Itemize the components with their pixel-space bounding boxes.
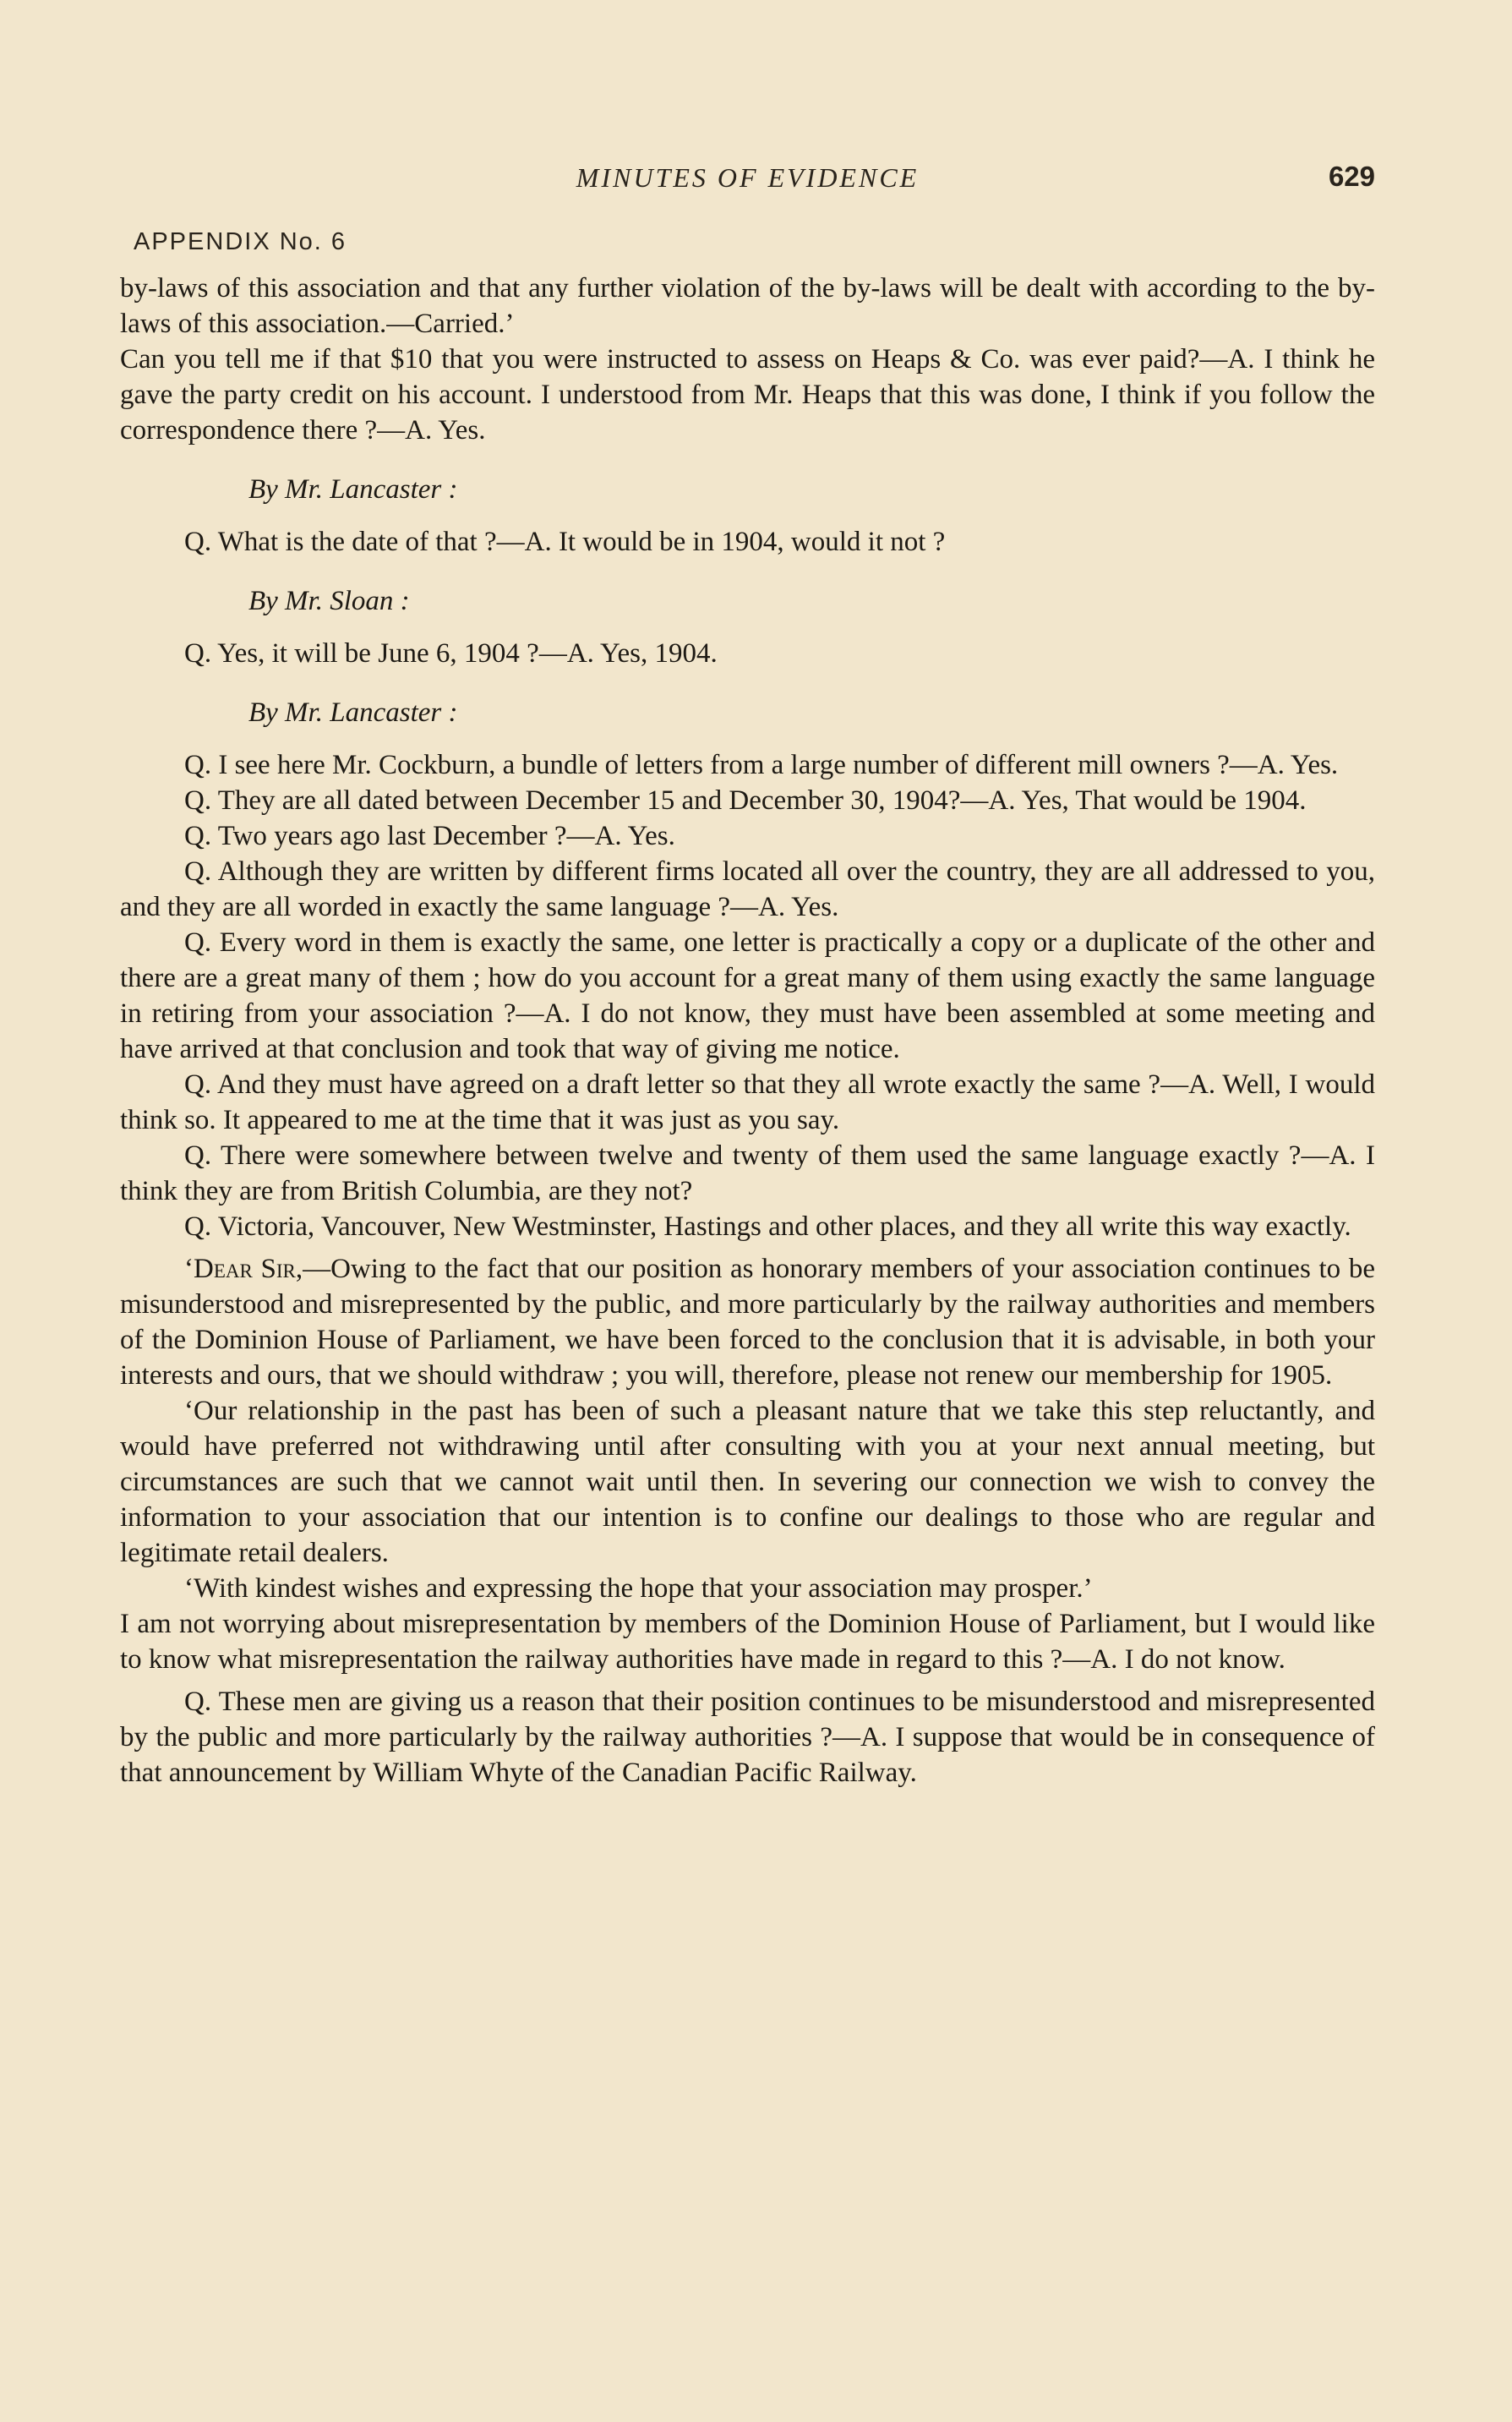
question: Q. Every word in them is exactly the same, one letter is practically a copy or a duplicate of the other and there are a great many of them ; how do you account for a great many of them using exactly the same language in retiring from your association ?—A. I do not know, they must have been assembled at some meeting and have arrived at that conclusion and took that way of giving me notice. (120, 927, 1375, 1064)
question: Q. These men are giving us a reason that their position continues to be misunderstood and misrepresented by the public and more particularly by the railway authorities ?—A. I suppose that would be in consequence of that announcement by William Whyte of the Canadian Pacific Railway. (120, 1687, 1375, 1788)
page-number: 629 (1328, 161, 1375, 192)
speaker-heading: By Mr. Lancaster : (248, 474, 458, 505)
question: Q. Yes, it will be June 6, 1904 ?—A. Yes, 1904. (184, 638, 718, 669)
body-text (120, 271, 1375, 1791)
speaker-heading: By Mr. Lancaster : (248, 697, 458, 728)
quoted-letter-closing: ‘With kindest wishes and expressing the hope that your association may prosper.’ (184, 1573, 1093, 1604)
quoted-letter-opening (120, 1251, 1375, 1393)
document-page (120, 0, 1375, 2422)
appendix-label: APPENDIX No. 6 (134, 228, 347, 255)
letter-body: —Owing to the fact that our position as honorary members of your association continues to be misunderstood and misrepresented by the public, and more particularly by the railway authorities and members of the Dominion House of Parliament, we have been forced to the conclusion that it is advisable, in both your interests and ours, that we should withdraw ; you will, therefore, please not renew our membership for 1905. (120, 1254, 1375, 1391)
paragraph: Can you tell me if that $10 that you were instructed to assess on Heaps & Co. was ever paid?—A. I think he gave the party credit on his account. I understood from Mr. Heaps that this was done, I think if you follow the correspondence there ?—A. Yes. (120, 344, 1375, 446)
question: Q. There were somewhere between twelve and twenty of them used the same language exactly ?—A. I think they are from British Columbia, are they not? (120, 1140, 1375, 1206)
question: Q. What is the date of that ?—A. It would be in 1904, would it not ? (184, 527, 946, 557)
quoted-letter-paragraph: ‘Our relationship in the past has been of such a pleasant nature that we take this step reluctantly, and would have preferred not withdrawing until after consulting with you at your next annual meeting, but circumstances are such that we cannot wait until then. In severing our connection we wish to convey the information to your association that our intention is to confine our dealings to those who are regular and legitimate retail dealers. (120, 1396, 1375, 1568)
running-title: MINUTES OF EVIDENCE (576, 162, 920, 193)
question: Q. Victoria, Vancouver, New Westminster, Hastings and other places, and they all write this way exactly. (184, 1211, 1351, 1242)
question: Q. And they must have agreed on a draft letter so that they all wrote exactly the same ?—A. Well, I would think so. It appeared to me at the time that it was just as you say. (120, 1069, 1375, 1135)
paragraph: by-laws of this association and that any further violation of the by-laws will be dealt with according to the by-laws of this association.—Carried.’ (120, 273, 1375, 339)
question: Q. They are all dated between December 15 and December 30, 1904?—A. Yes, That would be 1904. (184, 785, 1307, 816)
running-head (120, 162, 1375, 200)
paragraph: I am not worrying about misrepresentation by members of the Dominion House of Parliament, but I would like to know what misrepresentation the railway authorities have made in regard to this ?—A. I do not know. (120, 1609, 1375, 1675)
letter-salutation: ‘Dear Sir, (184, 1254, 303, 1284)
speaker-heading: By Mr. Sloan : (248, 586, 410, 616)
question: Q. I see here Mr. Cockburn, a bundle of letters from a large number of different mill owners ?—A. Yes. (184, 750, 1339, 780)
question: Q. Two years ago last December ?—A. Yes. (184, 821, 675, 851)
question: Q. Although they are written by different firms located all over the country, they are all addressed to you, and they are all worded in exactly the same language ?—A. Yes. (120, 856, 1375, 922)
